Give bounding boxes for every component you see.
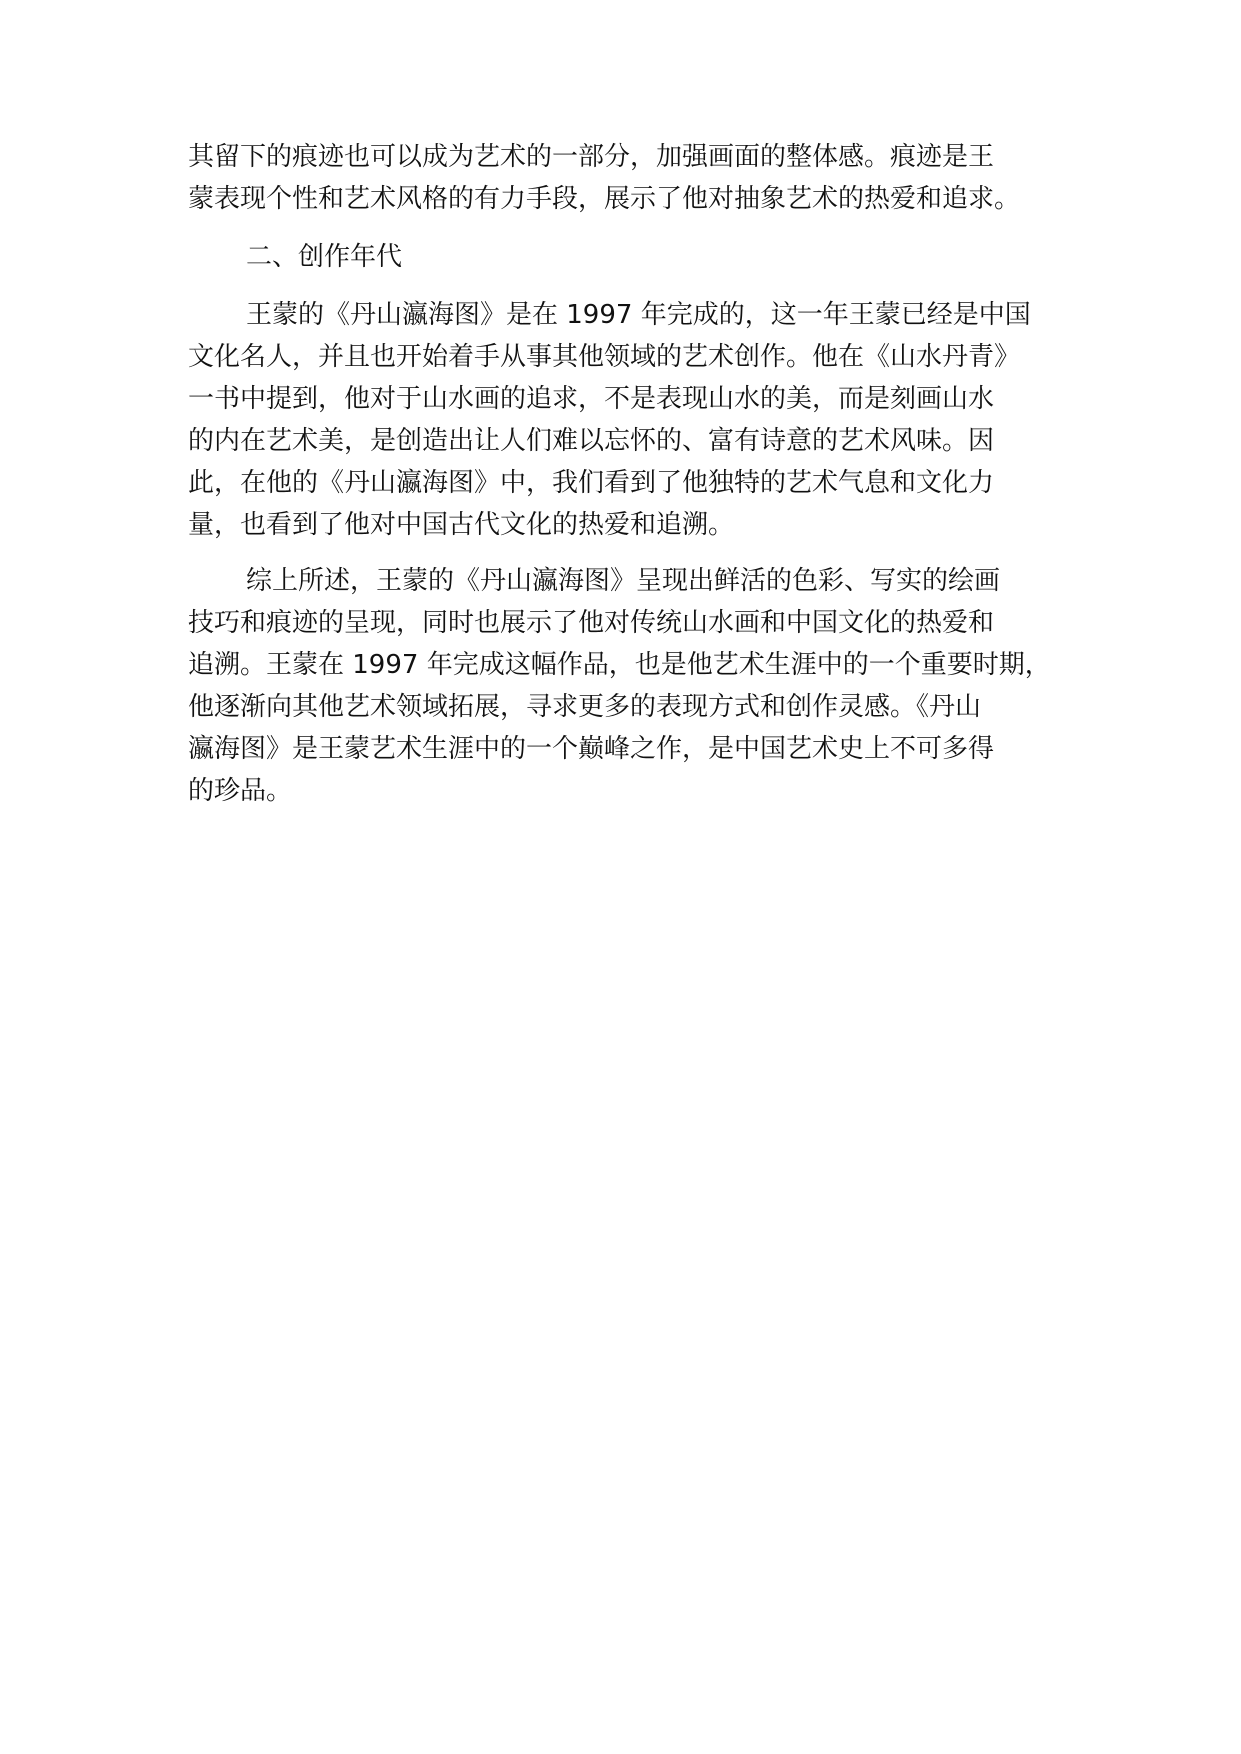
paragraph-line: 技巧和痕迹的呈现，同时也展示了他对传统山水画和中国文化的热爱和	[188, 608, 995, 638]
paragraph-line: 文化名人，并且也开始着手从事其他领域的艺术创作。他在《山水丹青》	[188, 342, 1021, 372]
paragraph-line: 王蒙的《丹山瀛海图》是在 1997 年完成的，这一年王蒙已经是中国	[246, 300, 1031, 330]
paragraph-line: 量，也看到了他对中国古代文化的热爱和追溯。	[188, 510, 735, 540]
paragraph-line: 其留下的痕迹也可以成为艺术的一部分，加强画面的整体感。痕迹是王	[188, 142, 995, 172]
paragraph-line: 综上所述，王蒙的《丹山瀛海图》呈现出鲜活的色彩、写实的绘画	[246, 566, 1001, 596]
paragraph-line: 瀛海图》是王蒙艺术生涯中的一个巅峰之作，是中国艺术史上不可多得	[188, 734, 995, 764]
section-heading: 二、创作年代	[246, 242, 403, 272]
paragraph-line: 追溯。王蒙在 1997 年完成这幅作品，也是他艺术生涯中的一个重要时期，	[188, 650, 1051, 680]
paragraph-line: 此，在他的《丹山瀛海图》中，我们看到了他独特的艺术气息和文化力	[188, 468, 995, 498]
paragraph-line: 的珍品。	[188, 776, 293, 806]
paragraph-line: 的内在艺术美，是创造出让人们难以忘怀的、富有诗意的艺术风味。因	[188, 426, 995, 456]
paragraph-line: 他逐渐向其他艺术领域拓展，寻求更多的表现方式和创作灵感。《丹山	[188, 692, 982, 722]
paragraph-line: 蒙表现个性和艺术风格的有力手段，展示了他对抽象艺术的热爱和追求。	[188, 184, 1021, 214]
paragraph-line: 一书中提到，他对于山水画的追求，不是表现山水的美，而是刻画山水	[188, 384, 995, 414]
